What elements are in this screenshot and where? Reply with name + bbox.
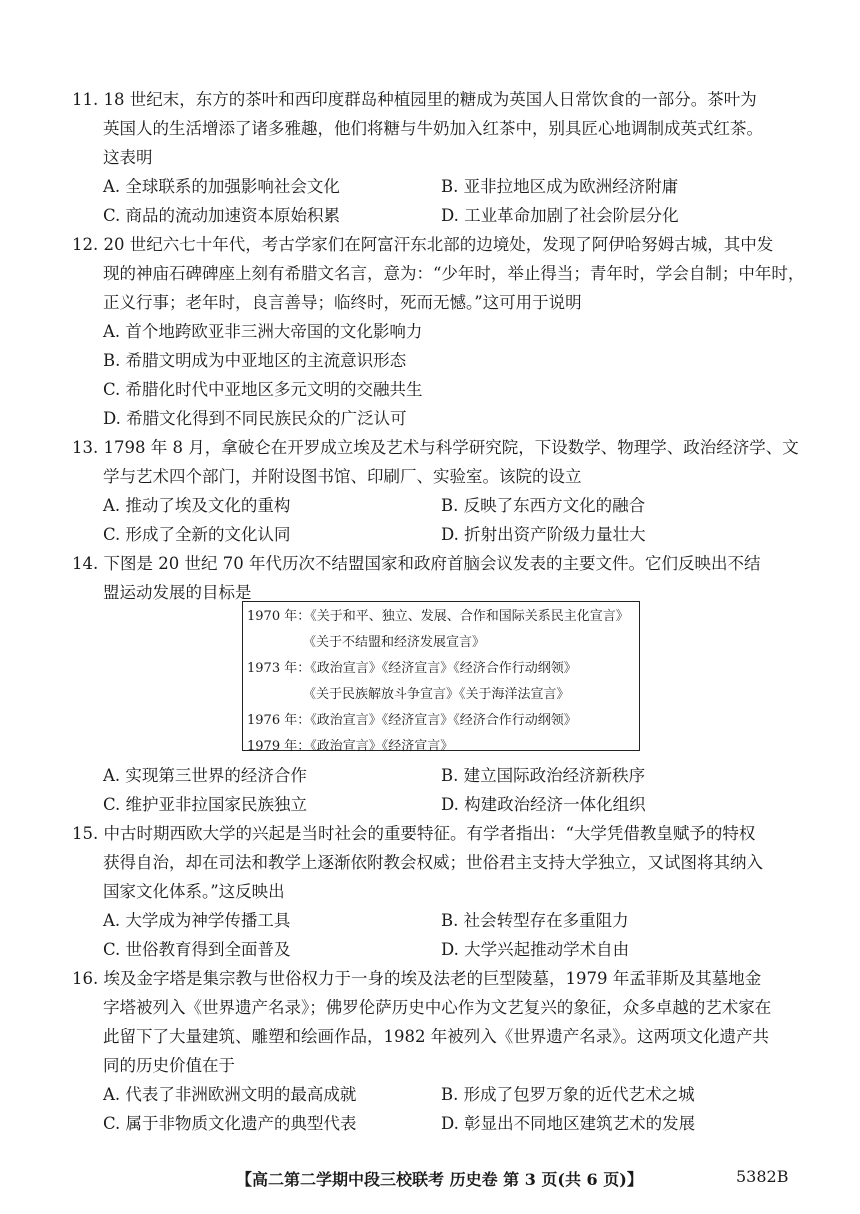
documents-row: 《关于不结盟和经济发展宣言》	[303, 635, 486, 650]
question-14-options	[72, 761, 790, 819]
option-d[interactable]: D. 希腊文化得到不同民族民众的广泛认可	[103, 409, 407, 428]
documents-row: 《关于民族解放斗争宣言》《关于海洋法宣言》	[303, 687, 570, 702]
question-11	[72, 85, 790, 230]
question-stem-line: 获得自治，却在司法和教学上逐渐依附教会权威；世俗君主支持大学独立，又试图将其纳入	[103, 853, 763, 872]
question-stem-line: 字塔被列入《世界遗产名录》；佛罗伦萨历史中心作为文艺复兴的象征，众多卓越的艺术家在	[103, 998, 772, 1017]
question-stem-line: 英国人的生活增添了诸多雅趣，他们将糖与牛奶加入红茶中，别具匠心地调制成英式红茶。	[103, 119, 763, 138]
question-stem-line: 正义行事；老年时，良言善导；临终时，死而无憾。”这可用于说明	[103, 293, 582, 312]
option-d[interactable]: D. 大学兴起推动学术自由	[441, 940, 630, 959]
question-stem-line: 14. 下图是 20 世纪 70 年代历次不结盟国家和政府首脑会议发表的主要文件。它们反映出不结	[72, 554, 761, 573]
option-d[interactable]: D. 彰显出不同地区建筑艺术的发展	[441, 1114, 696, 1133]
question-16	[72, 964, 790, 1138]
options-row	[72, 1080, 790, 1109]
documents-table	[242, 601, 640, 754]
question-13	[72, 433, 799, 549]
option-a[interactable]: A. 大学成为神学传播工具	[103, 911, 291, 930]
documents-row: 1976 年：《政治宣言》《经济宣言》《经济合作行动纲领》	[247, 713, 577, 728]
options-row	[72, 491, 790, 520]
option-a[interactable]: A. 首个地跨欧亚非三洲大帝国的文化影响力	[103, 322, 423, 341]
question-stem-line: 学与艺术四个部门，并附设图书馆、印刷厂、实验室。该院的设立	[103, 467, 582, 486]
question-stem-line: 11. 18 世纪末，东方的茶叶和西印度群岛种植园里的糖成为英国人日常饮食的一部分。茶叶为	[72, 90, 757, 109]
option-c[interactable]: C. 商品的流动加速资本原始积累	[103, 206, 341, 225]
options-row	[72, 172, 790, 201]
option-b[interactable]: B. 形成了包罗万象的近代艺术之城	[441, 1085, 695, 1104]
option-b[interactable]: B. 社会转型存在多重阻力	[441, 911, 629, 930]
option-c[interactable]: C. 形成了全新的文化认同	[103, 525, 291, 544]
question-stem-line: 盟运动发展的目标是	[103, 583, 252, 602]
question-stem-line: 国家文化体系。”这反映出	[103, 882, 285, 901]
options-row	[72, 906, 790, 935]
options-row	[72, 790, 790, 819]
option-c[interactable]: C. 属于非物质文化遗产的典型代表	[103, 1114, 357, 1133]
options-row	[72, 201, 790, 230]
question-stem-line: 同的历史价值在于	[103, 1056, 235, 1075]
options-row	[72, 520, 790, 549]
question-14	[72, 549, 790, 607]
option-d[interactable]: D. 构建政治经济一体化组织	[441, 795, 646, 814]
question-15	[72, 819, 790, 964]
documents-row: 1970 年：《关于和平、独立、发展、合作和国际关系民主化宣言》	[247, 609, 629, 624]
question-stem-line: 此留下了大量建筑、雕塑和绘画作品，1982 年被列入《世界遗产名录》。这两项文化遗产共	[103, 1027, 769, 1046]
documents-row: 1973 年：《政治宣言》《经济宣言》《经济合作行动纲领》	[247, 661, 577, 676]
question-stem-line: 16. 埃及金字塔是集宗教与世俗权力于一身的埃及法老的巨型陵墓，1979 年孟菲斯及其墓地金	[72, 969, 762, 988]
option-a[interactable]: A. 推动了埃及文化的重构	[103, 496, 291, 515]
options-row	[72, 1109, 790, 1138]
option-c[interactable]: C. 维护亚非拉国家民族独立	[103, 795, 308, 814]
question-stem-line: 12. 20 世纪六七十年代，考古学家们在阿富汗东北部的边境处，发现了阿伊哈努姆古城，其中发	[72, 235, 774, 254]
question-stem-line: 这表明	[103, 148, 153, 167]
options-row	[72, 761, 790, 790]
option-a[interactable]: A. 代表了非洲欧洲文明的最高成就	[103, 1085, 357, 1104]
question-stem-line: 15. 中古时期西欧大学的兴起是当时社会的重要特征。有学者指出：“大学凭借教皇赋予的特权	[72, 824, 756, 843]
options-row	[72, 935, 790, 964]
documents-row: 1979 年：《政治宣言》《经济宣言》	[247, 739, 454, 754]
option-b[interactable]: B. 建立国际政治经济新秩序	[441, 766, 646, 785]
question-12	[72, 230, 805, 433]
footer-exam-title: 【高二第二学期中段三校联考 历史卷 第 3 页(共 6 页)】	[236, 1170, 643, 1189]
question-stem-line: 现的神庙石碑碑座上刻有希腊文名言，意为：“少年时，举止得当；青年时，学会自制；中年时，	[103, 264, 805, 283]
option-c[interactable]: C. 希腊化时代中亚地区多元文明的交融共生	[103, 380, 423, 399]
option-b[interactable]: B. 亚非拉地区成为欧洲经济附庸	[441, 177, 679, 196]
option-a[interactable]: A. 全球联系的加强影响社会文化	[103, 177, 340, 196]
option-b[interactable]: B. 希腊文明成为中亚地区的主流意识形态	[103, 351, 407, 370]
question-stem-line: 13. 1798 年 8 月，拿破仑在开罗成立埃及艺术与科学研究院，下设数学、物理学、政治经济学、文	[72, 438, 799, 457]
option-d[interactable]: D. 工业革命加剧了社会阶层分化	[441, 206, 679, 225]
option-d[interactable]: D. 折射出资产阶级力量壮大	[441, 525, 646, 544]
option-a[interactable]: A. 实现第三世界的经济合作	[103, 766, 307, 785]
option-c[interactable]: C. 世俗教育得到全面普及	[103, 940, 291, 959]
footer-paper-code: 5382B	[736, 1167, 789, 1186]
option-b[interactable]: B. 反映了东西方文化的融合	[441, 496, 646, 515]
